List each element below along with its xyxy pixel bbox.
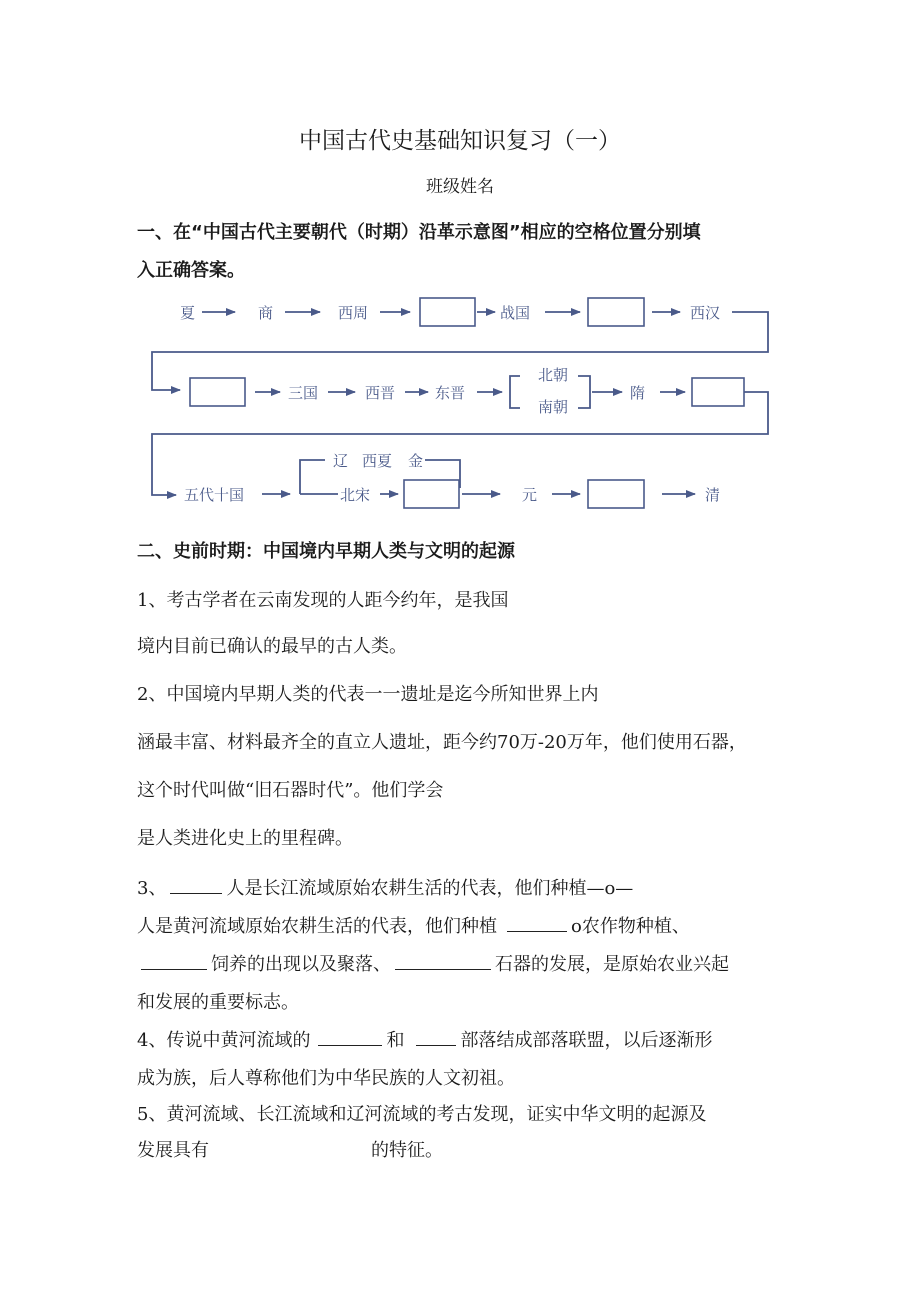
connector-liao: [300, 460, 325, 494]
bracket-left: [510, 376, 520, 408]
q3-text-c2: 石器的发展，是原始农业兴起: [495, 954, 729, 975]
q3-text-b1: 人是黄河流域原始农耕生活的代表，他们种植: [137, 916, 497, 937]
q2-line1: 2、中国境内早期人类的代表一一遗址是迄今所知世界上内: [137, 684, 599, 705]
section1-heading-line1: 一、在“中国古代主要朝代（时期）沿革示意图”相应的空格位置分别填: [137, 222, 701, 243]
answer-blank[interactable]: [170, 877, 222, 894]
dynasty-qing: 清: [705, 486, 721, 504]
dynasty-southern: 南朝: [538, 398, 569, 416]
dynasty-shang: 商: [258, 304, 274, 322]
dynasty-west-jin: 西晋: [365, 384, 396, 402]
q4-line1: [137, 1026, 712, 1052]
dynasty-east-jin: 东晋: [435, 384, 466, 402]
q3-text-a: 人是长江流域原始农耕生活的代表，他们种植—o—: [226, 878, 634, 899]
q1-line1: 1、考古学者在云南发现的人距今约年，是我国: [137, 590, 509, 611]
blank-box-1[interactable]: [420, 298, 475, 326]
q3-number: 3、: [137, 878, 167, 899]
section2-heading: 二、史前时期：中国境内早期人类与文明的起源: [137, 541, 515, 562]
q2-line2: 涵最丰富、材料最齐全的直立人遗址，距今约70万-20万年，他们使用石器，: [137, 732, 747, 753]
q3-line1: [137, 874, 633, 900]
bracket-right: [578, 376, 590, 408]
answer-blank[interactable]: [141, 953, 207, 970]
q1-line2: 境内目前已确认的最早的古人类。: [137, 636, 407, 657]
dynasty-west-zhou: 西周: [338, 304, 369, 322]
answer-blank[interactable]: [416, 1029, 456, 1046]
dynasty-diagram: [140, 290, 780, 515]
page-title: 中国古代史基础知识复习（一）: [299, 128, 621, 154]
answer-blank[interactable]: [395, 953, 491, 970]
q5-line1: 5、黄河流域、长江流域和辽河流域的考古发现，证实中华文明的起源及: [137, 1104, 707, 1125]
q3-text-b2: o农作物种植、: [571, 916, 690, 937]
section1-heading-line2: 入正确答案。: [137, 260, 245, 281]
dynasty-sui: 隋: [630, 384, 646, 402]
blank-box-5[interactable]: [404, 480, 459, 508]
q4-text-a2: 和: [386, 1030, 405, 1051]
q3-line3: [137, 950, 729, 976]
dynasty-north-song: 北宋: [340, 486, 371, 504]
q5-text-b1: 发展具有: [137, 1140, 209, 1161]
q2-line4: 是人类进化史上的里程碑。: [137, 828, 353, 849]
q2-line3: 这个时代叫做“旧石器时代”。他们学会: [137, 780, 444, 801]
dynasty-yuan: 元: [522, 486, 538, 504]
dynasty-three-kingdoms: 三国: [288, 384, 319, 402]
q4-line2: 成为族，后人尊称他们为中华民族的人文初祖。: [137, 1068, 515, 1089]
dynasty-west-han: 西汉: [690, 304, 721, 322]
answer-blank[interactable]: [318, 1029, 382, 1046]
q3-line4: 和发展的重要标志。: [137, 992, 299, 1013]
dynasty-warring-states: 战国: [500, 304, 531, 322]
q5-text-b2: 的特征。: [371, 1140, 443, 1161]
blank-box-4[interactable]: [692, 378, 744, 406]
blank-box-6[interactable]: [588, 480, 644, 508]
answer-blank[interactable]: [507, 915, 567, 932]
q4-text-a1: 4、传说中黄河流域的: [137, 1030, 311, 1051]
blank-box-2[interactable]: [588, 298, 644, 326]
dynasty-northern: 北朝: [538, 366, 569, 384]
dynasty-jin: 金: [408, 452, 424, 470]
q4-text-a3: 部落结成部落联盟，以后逐渐形: [460, 1030, 713, 1051]
dynasty-xia: 夏: [180, 304, 196, 322]
q3-line2: [137, 912, 690, 938]
q5-line2: [137, 1136, 443, 1162]
dynasty-west-xia: 西夏: [362, 452, 393, 470]
blank-box-3[interactable]: [190, 378, 245, 406]
class-name-line: 班级姓名: [426, 177, 494, 197]
q3-text-c1: 饲养的出现以及聚落、: [211, 954, 391, 975]
dynasty-five-dynasties: 五代十国: [184, 486, 245, 504]
dynasty-liao: 辽: [333, 452, 349, 470]
